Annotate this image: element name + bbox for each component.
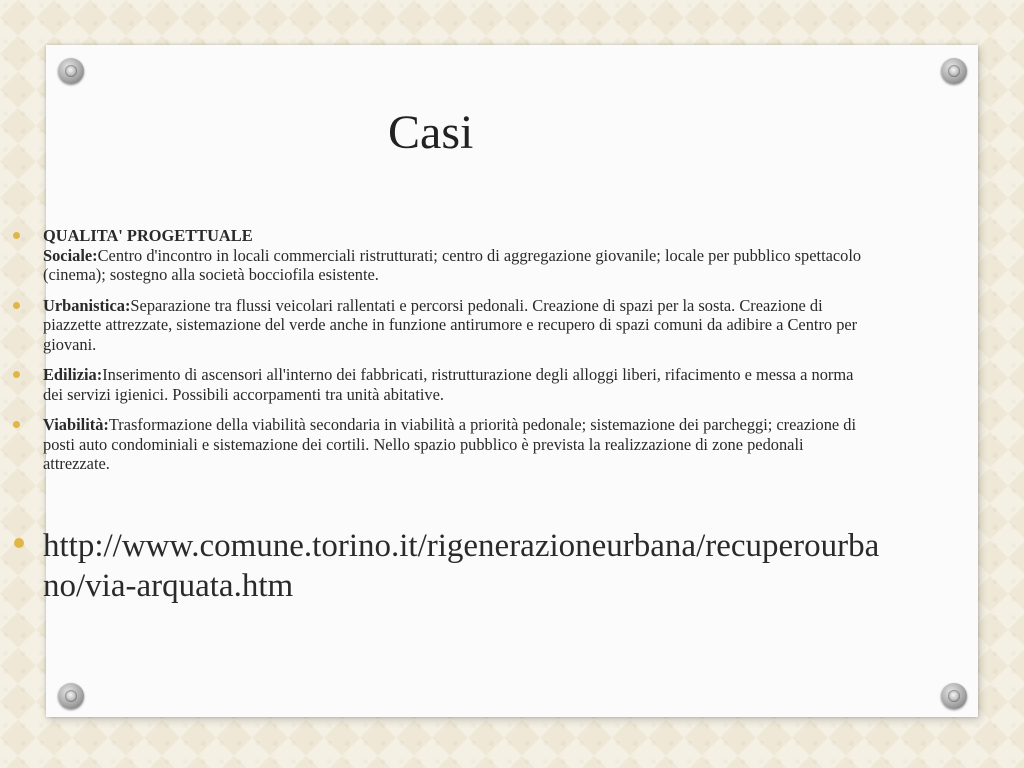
bullet-item-urbanistica — [43, 296, 865, 355]
bullet-text: Centro d'incontro in locali commerciali ristrutturati; centro di aggregazione giovanile; locale per pubblico spettacolo (cinema); sostegno alla società bocciofila esistente. — [43, 245, 862, 284]
section-heading: QUALITA' PROGETTUALE — [43, 226, 253, 245]
source-link[interactable]: http://www.comune.torino.it/rigenerazioneurbana/recuperourbano/via-arquata.htm — [43, 526, 883, 606]
screw-icon — [941, 58, 967, 84]
bullet-item-viabilita — [43, 415, 865, 474]
bullet-text: Inserimento di ascensori all'interno dei fabbricati, ristrutturazione degli alloggi liberi, rifacimento e messa a norma dei servizi igienici. Possibili accorpamenti tra unità abitative. — [43, 365, 854, 404]
screw-icon — [58, 683, 84, 709]
bullet-text: Separazione tra flussi veicolari rallentati e percorsi pedonali. Creazione di spazi per la sosta. Creazione di piazzette attrezzate, sistemazione del verde anche in funzione antirumore e recupero di spazi comuni da adibire a Centro per giovani. — [43, 295, 858, 354]
bullet-label: Viabilità: — [43, 415, 109, 434]
screw-icon — [941, 683, 967, 709]
slide-title: Casi — [388, 106, 474, 159]
bullet-label: Urbanistica: — [43, 295, 131, 315]
bullet-list — [43, 226, 865, 485]
bullet-item-edilizia — [43, 365, 865, 404]
bullet-label: Sociale: — [43, 245, 98, 265]
bullet-text: Trasformazione della viabilità secondaria in viabilità a priorità pedonale; sistemazione dei parcheggi; creazione di posti auto condominiali e sistemazione dei cortili. Nello spazio pubblico è prevista la realizzazione di zone pedonali attrezzate. — [43, 415, 857, 473]
screw-icon — [58, 58, 84, 84]
bullet-item-sociale — [43, 226, 865, 285]
bullet-label: Edilizia: — [43, 365, 103, 384]
